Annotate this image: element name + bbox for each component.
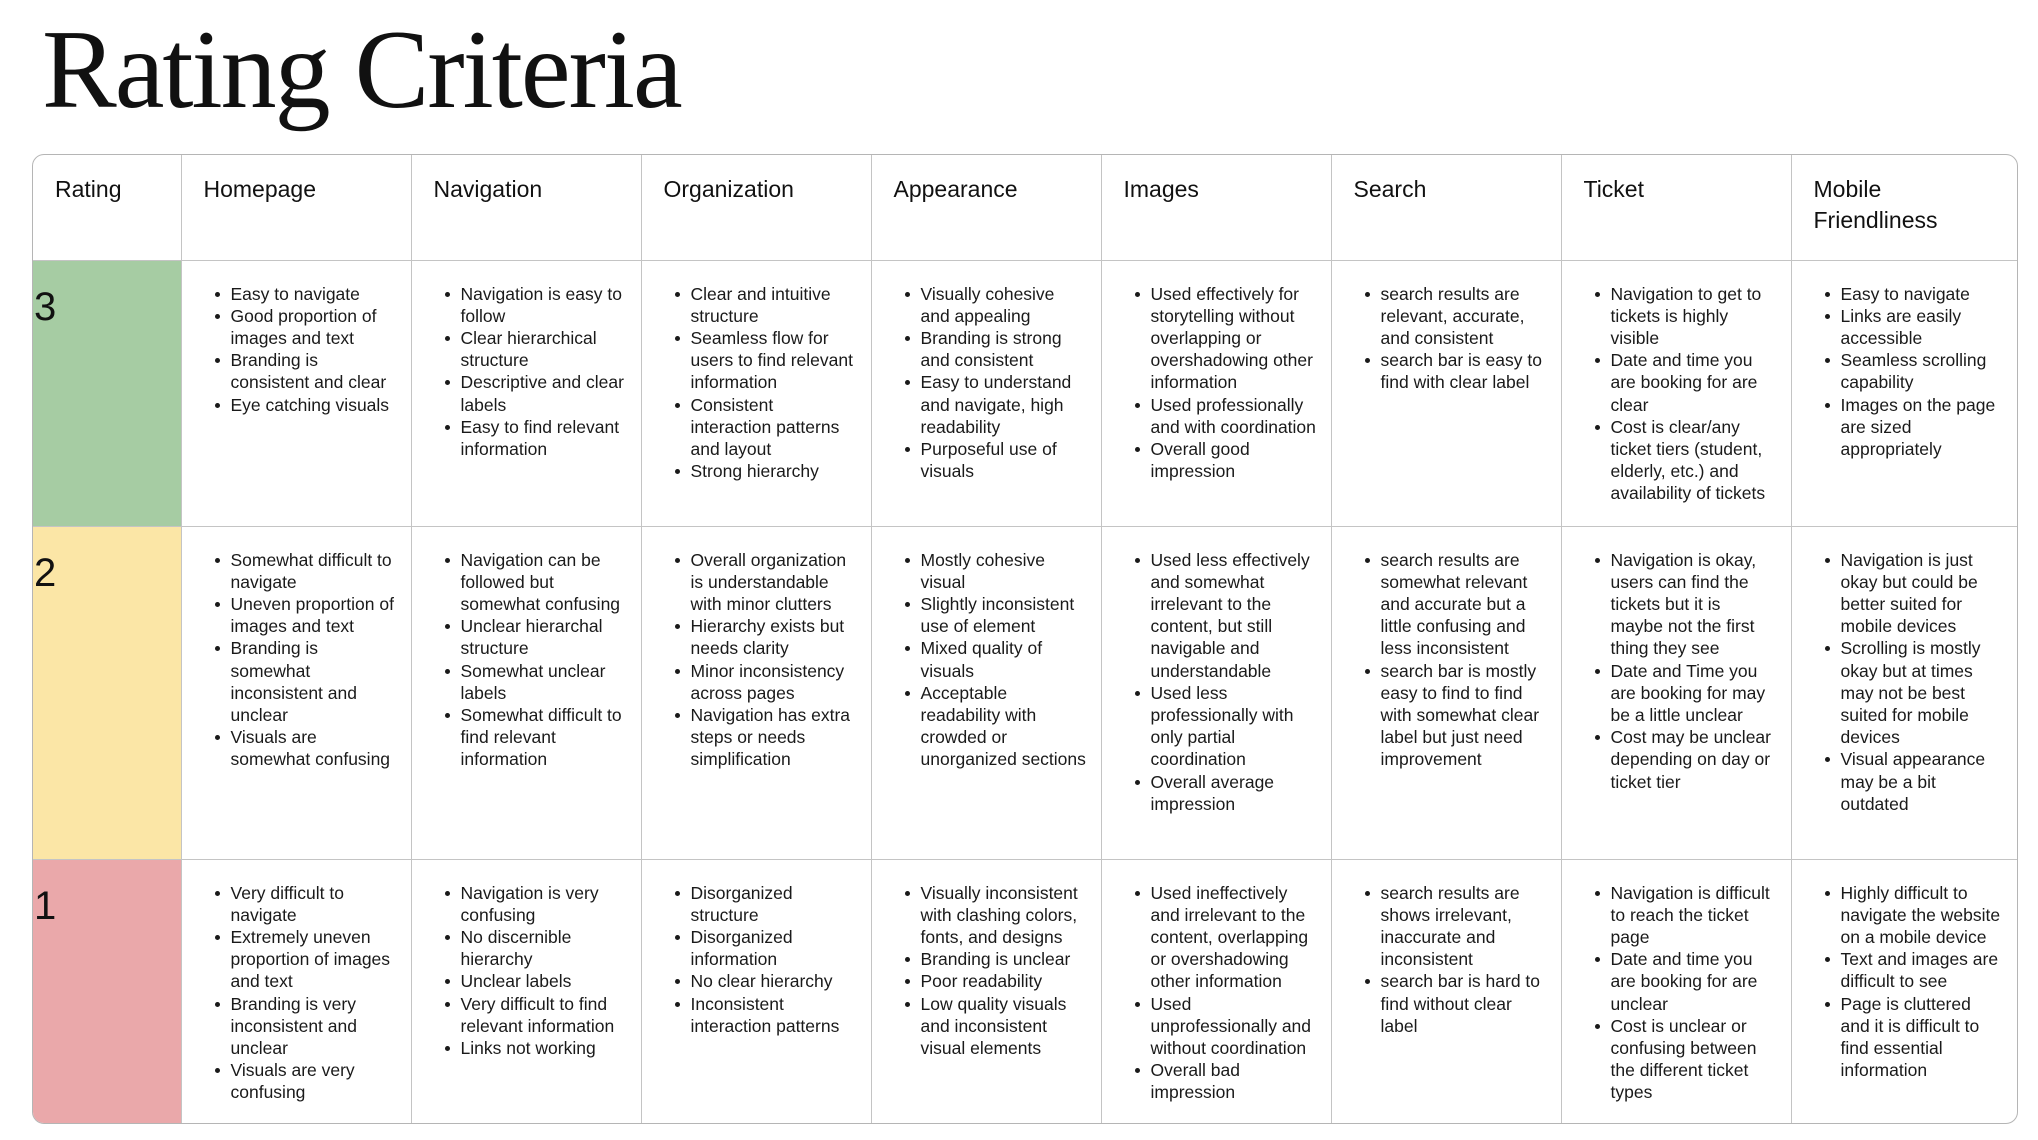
rating-value-3: 3	[33, 260, 181, 526]
criteria-item: No discernible hierarchy	[461, 926, 627, 970]
criteria-cell-homepage-3	[181, 260, 411, 526]
criteria-item: Visuals are somewhat confusing	[231, 726, 397, 770]
header-ticket: Ticket	[1561, 155, 1791, 260]
criteria-item: Somewhat unclear labels	[461, 660, 627, 704]
criteria-item: Scrolling is mostly okay but at times may not be best suited for mobile devices	[1841, 637, 2004, 748]
criteria-cell-ticket-1	[1561, 859, 1791, 1124]
header-row	[33, 155, 2017, 260]
header-rating: Rating	[33, 155, 181, 260]
criteria-item: Date and time you are booking for are clear	[1611, 349, 1777, 416]
criteria-cell-search-3	[1331, 260, 1561, 526]
rating-value-2: 2	[33, 526, 181, 859]
criteria-item: Extremely uneven proportion of images and text	[231, 926, 397, 993]
criteria-item: Good proportion of images and text	[231, 305, 397, 349]
criteria-item: Branding is very inconsistent and unclear	[231, 993, 397, 1060]
rating-row-2	[33, 526, 2017, 859]
criteria-item: search bar is hard to find without clear label	[1381, 970, 1547, 1037]
criteria-cell-mobile-friendliness-1	[1791, 859, 2017, 1124]
criteria-item: Used less professionally with only partial coordination	[1151, 682, 1317, 771]
criteria-cell-ticket-2	[1561, 526, 1791, 859]
criteria-cell-images-2	[1101, 526, 1331, 859]
criteria-item: search bar is mostly easy to find to find with somewhat clear label but just need improvement	[1381, 660, 1547, 771]
criteria-item: Seamless scrolling capability	[1841, 349, 2004, 393]
criteria-list	[1354, 882, 1547, 1037]
criteria-cell-organization-3	[641, 260, 871, 526]
criteria-list	[894, 283, 1087, 483]
rating-value-1: 1	[33, 859, 181, 1124]
criteria-item: Easy to understand and navigate, high readability	[921, 371, 1087, 438]
criteria-cell-search-2	[1331, 526, 1561, 859]
criteria-item: Branding is strong and consistent	[921, 327, 1087, 371]
criteria-item: Visuals are very confusing	[231, 1059, 397, 1103]
criteria-item: Navigation can be followed but somewhat confusing	[461, 549, 627, 616]
header-appearance: Appearance	[871, 155, 1101, 260]
criteria-list	[1124, 283, 1317, 483]
criteria-list	[1354, 549, 1547, 771]
criteria-item: Eye catching visuals	[231, 394, 397, 416]
criteria-list	[1814, 882, 2004, 1082]
criteria-item: search results are relevant, accurate, and consistent	[1381, 283, 1547, 350]
criteria-item: Disorganized information	[691, 926, 857, 970]
criteria-list	[894, 549, 1087, 771]
criteria-list	[204, 549, 397, 771]
criteria-cell-search-1	[1331, 859, 1561, 1124]
criteria-list	[1354, 283, 1547, 394]
criteria-cell-homepage-2	[181, 526, 411, 859]
criteria-item: Disorganized structure	[691, 882, 857, 926]
criteria-item: Low quality visuals and inconsistent visual elements	[921, 993, 1087, 1060]
criteria-item: Links not working	[461, 1037, 627, 1059]
criteria-item: Strong hierarchy	[691, 460, 857, 482]
criteria-item: Cost is clear/any ticket tiers (student, elderly, etc.) and availability of tickets	[1611, 416, 1777, 505]
criteria-item: Navigation is very confusing	[461, 882, 627, 926]
criteria-item: Easy to navigate	[1841, 283, 2004, 305]
criteria-item: Visually inconsistent with clashing colors, fonts, and designs	[921, 882, 1087, 949]
criteria-list	[1814, 549, 2004, 815]
criteria-grid	[33, 155, 2017, 1124]
criteria-item: Date and Time you are booking for may be a little unclear	[1611, 660, 1777, 727]
criteria-item: Clear and intuitive structure	[691, 283, 857, 327]
criteria-item: Used ineffectively and irrelevant to the content, overlapping or overshadowing other information	[1151, 882, 1317, 993]
rating-row-3	[33, 260, 2017, 526]
page-title: Rating Criteria	[42, 8, 681, 132]
criteria-item: Overall good impression	[1151, 438, 1317, 482]
criteria-list	[204, 283, 397, 416]
criteria-list	[434, 882, 627, 1060]
criteria-item: Branding is somewhat inconsistent and unclear	[231, 637, 397, 726]
criteria-cell-appearance-2	[871, 526, 1101, 859]
criteria-list	[894, 882, 1087, 1060]
criteria-item: Mostly cohesive visual	[921, 549, 1087, 593]
criteria-list	[434, 283, 627, 461]
criteria-item: Branding is consistent and clear	[231, 349, 397, 393]
criteria-item: Page is cluttered and it is difficult to find essential information	[1841, 993, 2004, 1082]
criteria-list	[1814, 283, 2004, 461]
criteria-item: Text and images are difficult to see	[1841, 948, 2004, 992]
criteria-item: Easy to find relevant information	[461, 416, 627, 460]
criteria-cell-ticket-3	[1561, 260, 1791, 526]
header-mobile-friendliness: Mobile Friendliness	[1791, 155, 2017, 260]
criteria-item: Clear hierarchical structure	[461, 327, 627, 371]
criteria-item: Date and time you are booking for are unclear	[1611, 948, 1777, 1015]
criteria-item: Uneven proportion of images and text	[231, 593, 397, 637]
criteria-item: Poor readability	[921, 970, 1087, 992]
criteria-item: Unclear hierarchal structure	[461, 615, 627, 659]
criteria-item: Overall bad impression	[1151, 1059, 1317, 1103]
criteria-list	[1584, 283, 1777, 505]
criteria-item: Very difficult to find relevant information	[461, 993, 627, 1037]
criteria-item: Easy to navigate	[231, 283, 397, 305]
criteria-item: Acceptable readability with crowded or unorganized sections	[920, 682, 1086, 770]
criteria-item: No clear hierarchy	[691, 970, 857, 992]
criteria-cell-appearance-1	[871, 859, 1101, 1124]
criteria-item: Highly difficult to navigate the website on a mobile device	[1841, 882, 2004, 949]
criteria-item: Navigation is just okay but could be better suited for mobile devices	[1841, 549, 2004, 638]
criteria-item: Very difficult to navigate	[231, 882, 397, 926]
criteria-item: Overall organization is understandable with minor clutters	[691, 549, 857, 616]
criteria-list	[664, 882, 857, 1037]
criteria-cell-appearance-3	[871, 260, 1101, 526]
criteria-item: Hierarchy exists but needs clarity	[691, 615, 857, 659]
criteria-list	[1584, 549, 1777, 793]
rating-row-1	[33, 859, 2017, 1124]
criteria-item: Consistent interaction patterns and layout	[691, 394, 857, 461]
criteria-cell-images-3	[1101, 260, 1331, 526]
criteria-item: Unclear labels	[461, 970, 627, 992]
criteria-item: Navigation is difficult to reach the ticket page	[1611, 882, 1777, 949]
criteria-item: Overall average impression	[1151, 771, 1317, 815]
criteria-item: search results are shows irrelevant, inaccurate and inconsistent	[1381, 882, 1547, 971]
criteria-cell-homepage-1	[181, 859, 411, 1124]
criteria-list	[664, 283, 857, 483]
criteria-item: Visual appearance may be a bit outdated	[1841, 748, 2004, 815]
criteria-list	[1584, 882, 1777, 1104]
criteria-item: Navigation is okay, users can find the tickets but it is maybe not the first thing they see	[1611, 549, 1777, 660]
table-body	[33, 260, 2017, 1124]
criteria-cell-navigation-1	[411, 859, 641, 1124]
header-organization: Organization	[641, 155, 871, 260]
criteria-cell-organization-1	[641, 859, 871, 1124]
criteria-item: Mixed quality of visuals	[921, 637, 1087, 681]
criteria-item: search bar is easy to find with clear label	[1381, 349, 1547, 393]
header-navigation: Navigation	[411, 155, 641, 260]
criteria-cell-mobile-friendliness-2	[1791, 526, 2017, 859]
criteria-cell-images-1	[1101, 859, 1331, 1124]
criteria-item: Used less effectively and somewhat irrelevant to the content, but still navigable and understandable	[1151, 549, 1317, 682]
header-search: Search	[1331, 155, 1561, 260]
criteria-item: Navigation to get to tickets is highly visible	[1611, 283, 1777, 350]
criteria-item: Used professionally and with coordination	[1150, 394, 1316, 437]
criteria-item: Navigation is easy to follow	[461, 283, 627, 327]
criteria-list	[434, 549, 627, 771]
criteria-item: Seamless flow for users to find relevant information	[691, 327, 857, 394]
criteria-item: Minor inconsistency across pages	[691, 660, 857, 704]
criteria-item: Somewhat difficult to find relevant information	[461, 704, 627, 771]
criteria-item: Purposeful use of visuals	[921, 438, 1087, 482]
rating-criteria-table	[32, 154, 2018, 1124]
criteria-item: Cost is unclear or confusing between the different ticket types	[1611, 1015, 1777, 1104]
criteria-list	[1124, 882, 1317, 1104]
header-homepage: Homepage	[181, 155, 411, 260]
criteria-item: Images on the page are sized appropriately	[1841, 394, 2004, 461]
criteria-list	[1124, 549, 1317, 815]
criteria-cell-navigation-2	[411, 526, 641, 859]
criteria-item: Used effectively for storytelling without overlapping or overshadowing other information	[1151, 283, 1317, 394]
header-images: Images	[1101, 155, 1331, 260]
criteria-cell-organization-2	[641, 526, 871, 859]
criteria-item: Links are easily accessible	[1841, 305, 2004, 349]
criteria-item: Visually cohesive and appealing	[921, 283, 1087, 327]
criteria-item: Branding is unclear	[921, 948, 1087, 970]
criteria-cell-navigation-3	[411, 260, 641, 526]
criteria-item: Descriptive and clear labels	[461, 371, 627, 415]
criteria-item: Cost may be unclear depending on day or ticket tier	[1611, 726, 1777, 793]
criteria-item: Somewhat difficult to navigate	[231, 549, 397, 593]
criteria-cell-mobile-friendliness-3	[1791, 260, 2017, 526]
criteria-item: search results are somewhat relevant and accurate but a little confusing and less inconsistent	[1381, 549, 1547, 660]
criteria-item: Used unprofessionally and without coordination	[1151, 993, 1317, 1060]
criteria-item: Slightly inconsistent use of element	[921, 593, 1087, 637]
criteria-list	[664, 549, 857, 771]
criteria-item: Navigation has extra steps or needs simplification	[691, 704, 857, 771]
criteria-item: Inconsistent interaction patterns	[691, 993, 857, 1037]
criteria-list	[204, 882, 397, 1104]
